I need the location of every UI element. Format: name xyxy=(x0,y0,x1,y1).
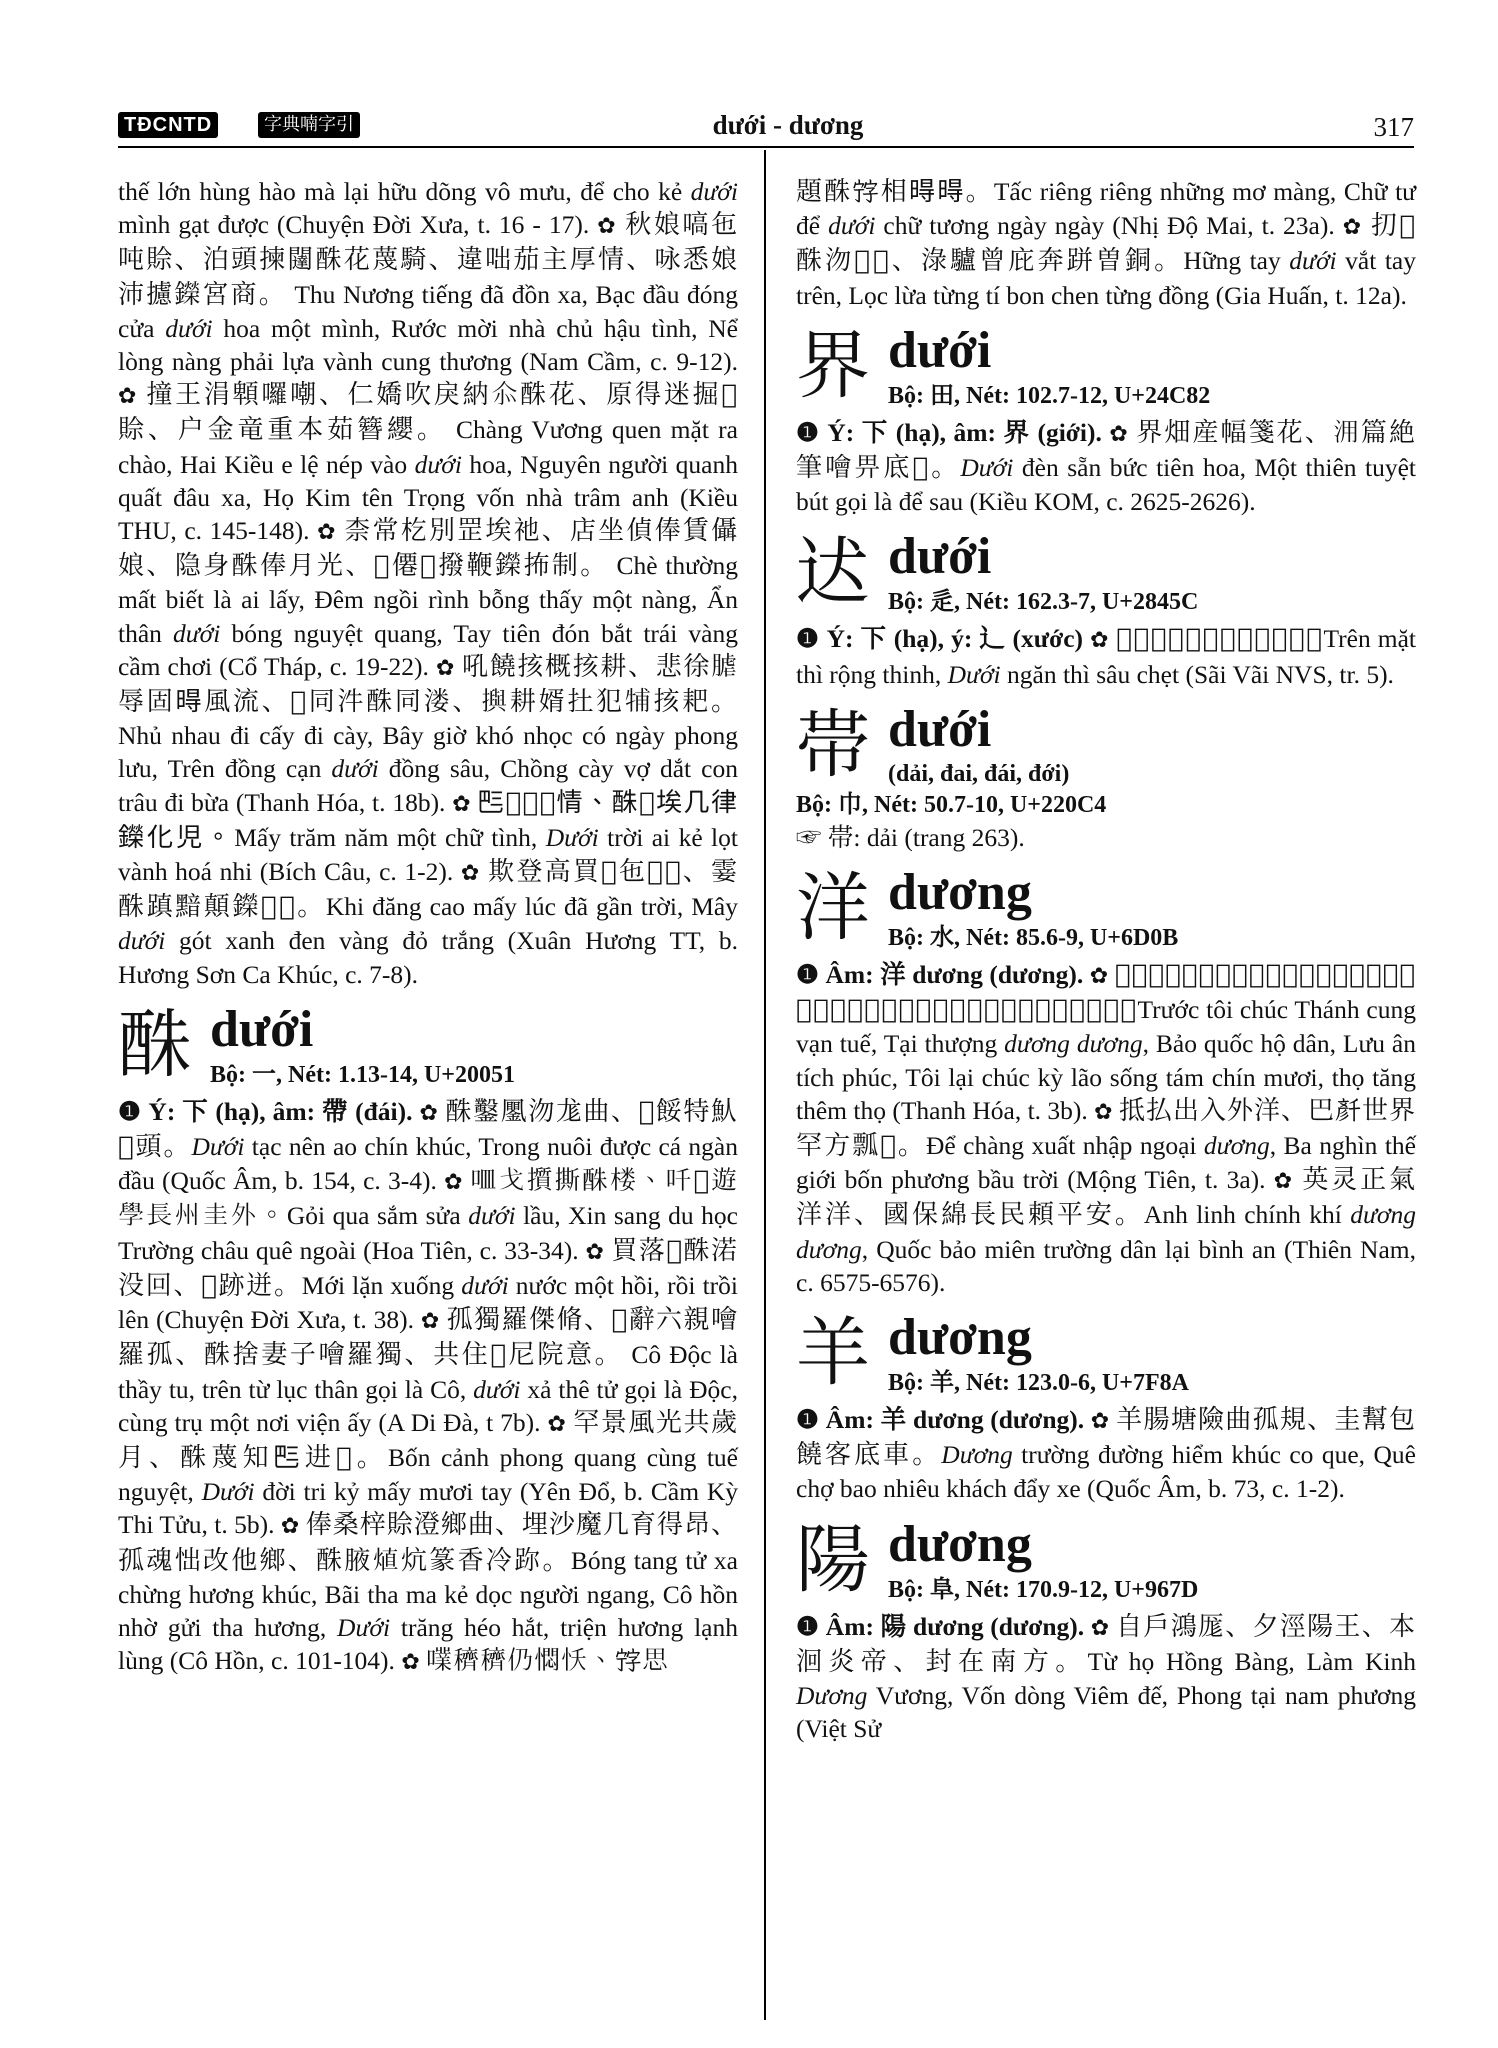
headword: dương xyxy=(888,864,1032,922)
entry-meta: Bộ: 水, Nét: 85.6-9, U+6D0B xyxy=(888,925,1179,952)
flower-icon: ✿ xyxy=(280,1514,300,1540)
flower-icon: ✿ xyxy=(585,1239,605,1265)
alt-readings: (dải, đai, đái, đới) xyxy=(888,760,1070,787)
headword-char: 洋 xyxy=(796,865,870,952)
entry-meta: Bộ: 巾, Nét: 50.7-10, U+220C4 xyxy=(796,791,1107,818)
flower-icon: ✿ xyxy=(1089,964,1109,990)
flower-icon: ✿ xyxy=(597,214,618,240)
entry-body: ❶ Ý: 下 (hạ), ý: 辶 (xước) ✿ 𡓁畧時瞞声、迖垠㟧溇折。Trên mặt thì rộng thinh, Dưới ngăn thì sâu chẹt (Sãi Vãi NVS, tr. 5). xyxy=(796,624,1417,689)
flower-icon: ✿ xyxy=(1094,1099,1113,1125)
entry-body: ❶ Âm: 陽 dương (dương). ✿ 自戶鴻厖、夕涇陽王、本洄炎帝、封在南方。Từ họ Hồng Bàng, Làm Kinh Dương Vương, Vốn dòng Viêm đế, Phong tại nam phương (Việt Sử xyxy=(796,1611,1416,1744)
page-number: 317 xyxy=(1373,112,1414,142)
left-column xyxy=(118,175,738,1679)
entry-meta: Bộ: 阜, Nét: 170.9-12, U+967D xyxy=(888,1576,1199,1603)
series-logo-han: 字典喃字引 xyxy=(258,112,360,138)
series-logo: TĐCNTD xyxy=(118,112,218,138)
running-head: dưới - dương xyxy=(712,110,864,140)
column-divider xyxy=(764,150,766,2020)
flower-icon: ✿ xyxy=(1342,215,1363,241)
flower-icon: ✿ xyxy=(401,1650,420,1676)
headword-char: 界 xyxy=(796,322,870,409)
page-header xyxy=(118,108,1414,148)
flower-icon: ✿ xyxy=(435,655,456,681)
flower-icon: ✿ xyxy=(317,520,337,546)
flower-icon: ✿ xyxy=(1090,1409,1110,1435)
flower-icon: ✿ xyxy=(1090,628,1110,654)
headword: dương xyxy=(888,1309,1032,1367)
headword-char: 帯 xyxy=(796,701,870,788)
entry-meta: Bộ: 辵, Nét: 162.3-7, U+2845C xyxy=(888,589,1199,616)
flower-icon: ✿ xyxy=(118,384,139,410)
entry-body: ❶ Ý: 下 (hạ), âm: 帶 (đái). ✿ 䣷鑿䥚沕尨曲、𩵜餒特魜𠦳頭。Dưới tạc nên ao chín khúc, Trong nuôi được cá ngàn đầu (Quốc Âm, b. 154, c. 3-4). ✿ 𠰘戈㩫撕䣷楼、吀𨖅遊學長州圭外。Gỏi qua sắm sửa dưới lầu, Xin sang du học Trường châu quê ngoài (Hoa Tiên, c. 33-34). ✿ 買落𥪝䣷渃没回、𨑗跡迸。Mới lặn xuống dưới nước một hồi, rồi trồi lên (Chuyện Đời Xưa, t. 38). ✿ 孤獨羅傑脩、𡓁辭六親噲羅孤、䣷捨妻子噲羅獨、共住𠬠尼院意。 Cô Độc là thầy tu, trên từ lục thân gọi là Cô, dưới xả thê tử gọi là Độc, cùng trụ một nơi viện ấy (A Di Đà, t 7b). ✿ 罕景風光共歲月、䣷蔑知𠀧进𢬣。Bốn cảnh phong quang cùng tuế nguyệt, Dưới đời tri kỷ mấy mươi tay (Yên Đổ, b. Cầm Kỳ Thi Tửu, t. 5b). ✿ 俸桑梓賒澄鄉曲、埋沙魔几育得昂、孤魂㤕改他鄉、䣷腋𤊧炕篆香冷䟢。Bóng tang tử xa chừng hương khúc, Bãi tha ma kẻ dọc người ngang, Cô hồn nhờ gửi tha hương, Dưới trăng héo hắt, triện hương lạnh lùng (Cô Hồn, c. 101-104). ✿ 𡁖穧穧仍㦖㤇、𡨸思 xyxy=(118,1096,739,1677)
paragraph: 題䣷𡨸相𣈜𣈜。Tấc riêng riêng những mơ màng, Chữ tư để dưới chữ tương ngày ngày (Nhị Độ Mai, t. 23a). ✿ 㧅𢬣䣷沕𢬣𡓁、淥驢曾庇奔跰曽銅。Hững tay dưới vắt tay trên, Lọc lừa từng tí bon chen từng đồng (Gia Huấn, t. 12a). xyxy=(796,177,1417,310)
right-column xyxy=(796,175,1416,1745)
headword-char: 䣷 xyxy=(118,1001,192,1088)
entry-body: ❶ Âm: 羊 dương (dương). ✿ 羊腸塘險曲孤規、圭幫包饒客底車。Dương trường đường hiểm khúc co que, Quê chợ bao nhiêu khách đẩy xe (Quốc Âm, b. 73, c. 1-2). xyxy=(796,1405,1416,1504)
headword-char: 羊 xyxy=(796,1310,870,1397)
cross-reference: ☞ 帯: dải (trang 263). xyxy=(796,822,1025,852)
flower-icon: ✿ xyxy=(1090,1615,1110,1641)
headword: dưới xyxy=(888,700,992,758)
headword-char: 迖 xyxy=(796,529,870,616)
headword: dưới xyxy=(888,321,992,379)
flower-icon: ✿ xyxy=(444,1170,464,1196)
flower-icon: ✿ xyxy=(1109,421,1129,447)
headword-char: 陽 xyxy=(796,1516,870,1603)
entry-dưới-24C82 xyxy=(796,322,1416,519)
flower-icon: ✿ xyxy=(547,1411,567,1437)
entry-dương-7F8A xyxy=(796,1309,1416,1506)
flower-icon: ✿ xyxy=(420,1309,440,1335)
paragraph: thế lớn hùng hào mà lại hữu dõng vô mưu, để cho kẻ dưới mình gạt được (Chuyện Đời Xưa, t. 16 - 17). ✿ 秋娘嗃㐌吨賒、泊頭揀闥䣷花蔑騎、違咄茄主厚情、咏悉娘沛攄鑅宮商。 Thu Nương tiếng đã đồn xa, Bạc đầu đóng cửa dưới hoa một mình, Rước mời nhà chủ hậu tình, Nể lòng nàng phải lựa vành cung thương (Nam Cầm, c. 9-12). ✿ 撞王涓䫌囉嘲、仁嬌吹戾納𠇍䣷花、原得迷掘𡊱賒、户金竜重本茹簪纓。 Chàng Vương quen mặt ra chào, Hai Kiều e lệ nép vào dưới hoa, Nguyên người quanh quất đâu xa, Họ Kim tên Trọng vốn nhà trâm anh (Kiều THU, c. 145-148). ✿ 柰常杚別罡埃祂、店坐偵俸賃㒤娘、隐身䣷俸月光、𢬣僊𢯦撥鞭鑅抪制。 Chè thường mất biết là ai lấy, Đêm ngồi rình bỗng thấy một nàng, Ẩn thân dưới bóng nguyệt quang, Tay tiên đón bắt trái vàng cầm chơi (Cổ Tháp, c. 19-22). ✿ 吼饒㧡概㧡耕、悲徐𦞐辱固𣈜風流、𡓁同汼䣷同溇、𢷣耕婿扗犯𤙭㧡耙。 Nhủ nhau đi cấy đi cày, Bây giờ khó nhọc có ngày phong lưu, Trên đồng cạn dưới đồng sâu, Chồng cày vợ dắt con trâu đi bừa (Thanh Hóa, t. 18b). ✿ 𠀧𢆥𠇍𡨸情、䣷𡗶埃几律鑅化児。Mấy trăm năm một chữ tình, Dưới trời ai kẻ lọt vành hoá nhi (Bích Câu, c. 1-2). ✿ 欺登高買𦝄㐌𡵴𡗶、霎䣷蹎黯顛鑅𪸂𪹚。Khi đăng cao mấy lúc đã gần trời, Mây dưới gót xanh đen vàng đỏ trắng (Xuân Hương TT, b. Hương Sơn Ca Khúc, c. 7-8). xyxy=(118,177,739,989)
headword: dương xyxy=(888,1515,1032,1573)
entry-dưới-220C4 xyxy=(796,701,1416,854)
entry-meta: Bộ: 田, Nét: 102.7-12, U+24C82 xyxy=(888,382,1211,409)
entry-dưới-20051 xyxy=(118,1001,738,1679)
flower-icon: ✿ xyxy=(452,791,472,817)
headword: dưới xyxy=(888,528,992,586)
flower-icon: ✿ xyxy=(1273,1169,1295,1195)
entry-meta: Bộ: 羊, Nét: 123.0-6, U+7F8A xyxy=(888,1370,1189,1397)
headword: dưới xyxy=(210,1000,314,1058)
entry-dưới-2845C xyxy=(796,528,1416,690)
entry-dương-6D0B xyxy=(796,864,1416,1299)
entry-body: ❶ Ý: 下 (hạ), âm: 界 (giới). ✿ 界畑産幅箋花、𣳔篇絶筆噲畀底𣋚。Dưới đèn sẵn bức tiên hoa, Một thiên tuyệt bút gọi là để sau (Kiều KOM, c. 2625-2626). xyxy=(796,417,1416,517)
flower-icon: ✿ xyxy=(460,861,481,887)
entry-dương-967D xyxy=(796,1516,1416,1746)
entry-body: ❶ Âm: 洋 dương (dương). ✿ 𡗅碎祝聖躬萬歲、在上洋洋、保国静民、留恩錫福、碎吏祝耆老𡢐𠄼尨迸、壽增添壽。Trước tôi chúc Thánh cung vạn tuế, Tại thượng dương dương, Bảo quốc hộ dân, Lưu ân tích phúc, Tôi lại chúc kỳ lão sống tám chín mươi, thọ tăng thêm thọ (Thanh Hóa, t. 3b). ✿ 抵払出入外洋、巴𠦳世界罕方瓢𡗶。Để chàng xuất nhập ngoại dương, Ba nghìn thế giới bốn phương bầu trời (Mộng Tiên, t. 3a). ✿ 英灵正氣洋洋、國保綿長民頼平安。Anh linh chính khí dương dương, Quốc bảo miên trường dân lại bình an (Thiên Nam, c. 6575-6576). xyxy=(796,960,1417,1297)
entry-meta: Bộ: 一, Nét: 1.13-14, U+20051 xyxy=(210,1061,515,1088)
flower-icon: ✿ xyxy=(419,1100,439,1126)
